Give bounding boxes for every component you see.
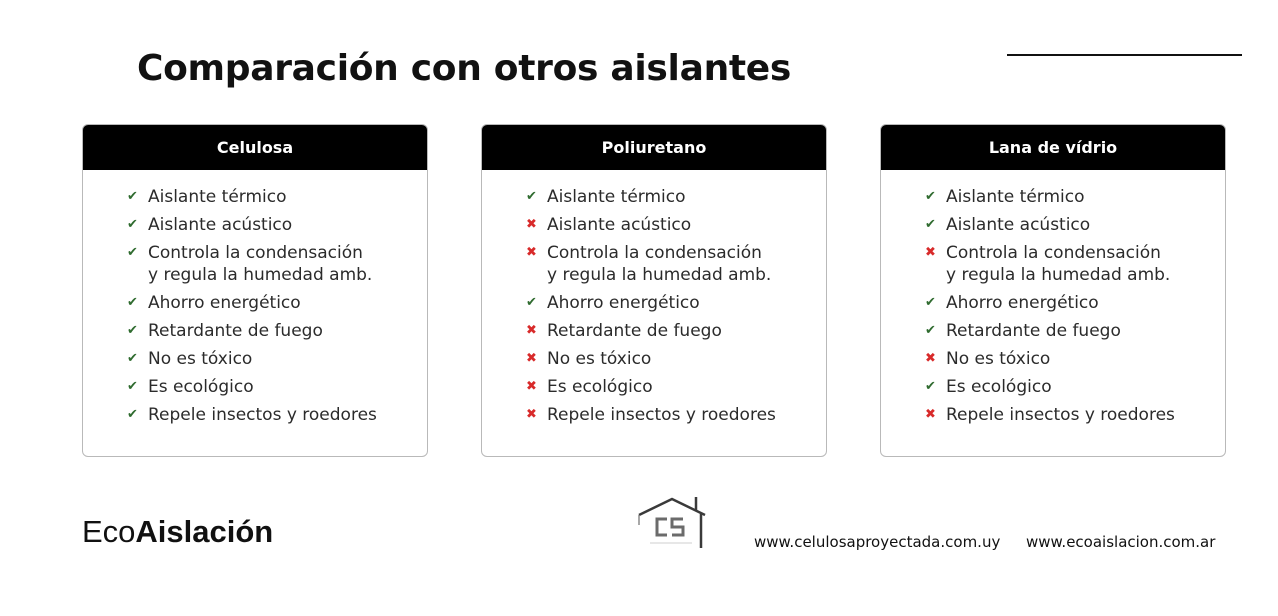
feature-label: No es tóxico: [148, 349, 253, 369]
feature-item: [127, 348, 427, 370]
cross-icon: ✖: [526, 217, 537, 232]
feature-label: Ahorro energético: [547, 293, 700, 313]
card-header: Celulosa: [83, 125, 427, 170]
feature-item: [925, 242, 1225, 286]
feature-label: Controla la condensación y regula la humedad amb.: [547, 243, 772, 285]
feature-label: Ahorro energético: [946, 293, 1099, 313]
feature-item: [127, 376, 427, 398]
feature-item: [526, 320, 826, 342]
feature-item: [127, 292, 427, 314]
feature-item: [526, 404, 826, 426]
feature-item: [925, 320, 1225, 342]
feature-item: [925, 376, 1225, 398]
check-icon: ✔: [925, 379, 936, 394]
feature-label: Es ecológico: [547, 377, 653, 397]
feature-label: Controla la condensación y regula la humedad amb.: [946, 243, 1171, 285]
feature-label: Retardante de fuego: [946, 321, 1121, 341]
feature-label: Aislante acústico: [148, 215, 293, 235]
slide-title: Comparación con otros aislantes: [137, 48, 792, 89]
cross-icon: ✖: [925, 245, 936, 260]
check-icon: ✔: [925, 189, 936, 204]
feature-label: Aislante acústico: [547, 215, 692, 235]
check-icon: ✔: [127, 189, 138, 204]
feature-item: [925, 348, 1225, 370]
check-icon: ✔: [925, 217, 936, 232]
cross-icon: ✖: [925, 407, 936, 422]
check-icon: ✔: [127, 217, 138, 232]
feature-item: [925, 214, 1225, 236]
feature-label: Repele insectos y roedores: [148, 405, 377, 425]
card-header: Lana de vídrio: [881, 125, 1225, 170]
cross-icon: ✖: [925, 351, 936, 366]
feature-item: [127, 186, 427, 208]
cross-icon: ✖: [526, 351, 537, 366]
feature-list: [482, 170, 826, 426]
brand-eco: Eco: [82, 514, 136, 549]
feature-label: Es ecológico: [946, 377, 1052, 397]
check-icon: ✔: [526, 295, 537, 310]
feature-label: Repele insectos y roedores: [946, 405, 1175, 425]
feature-label: Retardante de fuego: [148, 321, 323, 341]
url-celulosaproyectada[interactable]: www.celulosaproyectada.com.uy: [754, 533, 1001, 551]
feature-label: Aislante térmico: [946, 187, 1085, 207]
feature-label: Aislante térmico: [547, 187, 686, 207]
feature-label: Es ecológico: [148, 377, 254, 397]
feature-item: [925, 292, 1225, 314]
feature-label: Ahorro energético: [148, 293, 301, 313]
feature-item: [127, 214, 427, 236]
cross-icon: ✖: [526, 245, 537, 260]
check-icon: ✔: [127, 379, 138, 394]
check-icon: ✔: [925, 323, 936, 338]
feature-label: No es tóxico: [946, 349, 1051, 369]
cross-icon: ✖: [526, 379, 537, 394]
url-ecoaislacion[interactable]: www.ecoaislacion.com.ar: [1026, 533, 1216, 551]
feature-item: [127, 242, 427, 286]
check-icon: ✔: [526, 189, 537, 204]
feature-item: [526, 376, 826, 398]
feature-item: [526, 214, 826, 236]
feature-label: Controla la condensación y regula la humedad amb.: [148, 243, 373, 285]
feature-item: [127, 404, 427, 426]
feature-list: [881, 170, 1225, 426]
cross-icon: ✖: [526, 407, 537, 422]
check-icon: ✔: [127, 245, 138, 260]
check-icon: ✔: [925, 295, 936, 310]
feature-item: [526, 186, 826, 208]
feature-item: [526, 348, 826, 370]
decorative-line: [1007, 54, 1242, 56]
check-icon: ✔: [127, 351, 138, 366]
card-lana-de-vidrio: [880, 124, 1226, 457]
feature-item: [526, 292, 826, 314]
feature-label: Aislante acústico: [946, 215, 1091, 235]
feature-item: [925, 186, 1225, 208]
brand-aislacion: Aislación: [135, 514, 274, 549]
check-icon: ✔: [127, 323, 138, 338]
feature-list: [83, 170, 427, 426]
feature-label: Repele insectos y roedores: [547, 405, 776, 425]
house-cs-logo: [636, 494, 708, 550]
card-celulosa: [82, 124, 428, 457]
cross-icon: ✖: [526, 323, 537, 338]
card-header: Poliuretano: [482, 125, 826, 170]
feature-label: Aislante térmico: [148, 187, 287, 207]
check-icon: ✔: [127, 295, 138, 310]
card-poliuretano: [481, 124, 827, 457]
feature-item: [925, 404, 1225, 426]
feature-item: [526, 242, 826, 286]
ecoaislacion-logo: [82, 514, 273, 550]
check-icon: ✔: [127, 407, 138, 422]
feature-item: [127, 320, 427, 342]
feature-label: Retardante de fuego: [547, 321, 722, 341]
feature-label: No es tóxico: [547, 349, 652, 369]
